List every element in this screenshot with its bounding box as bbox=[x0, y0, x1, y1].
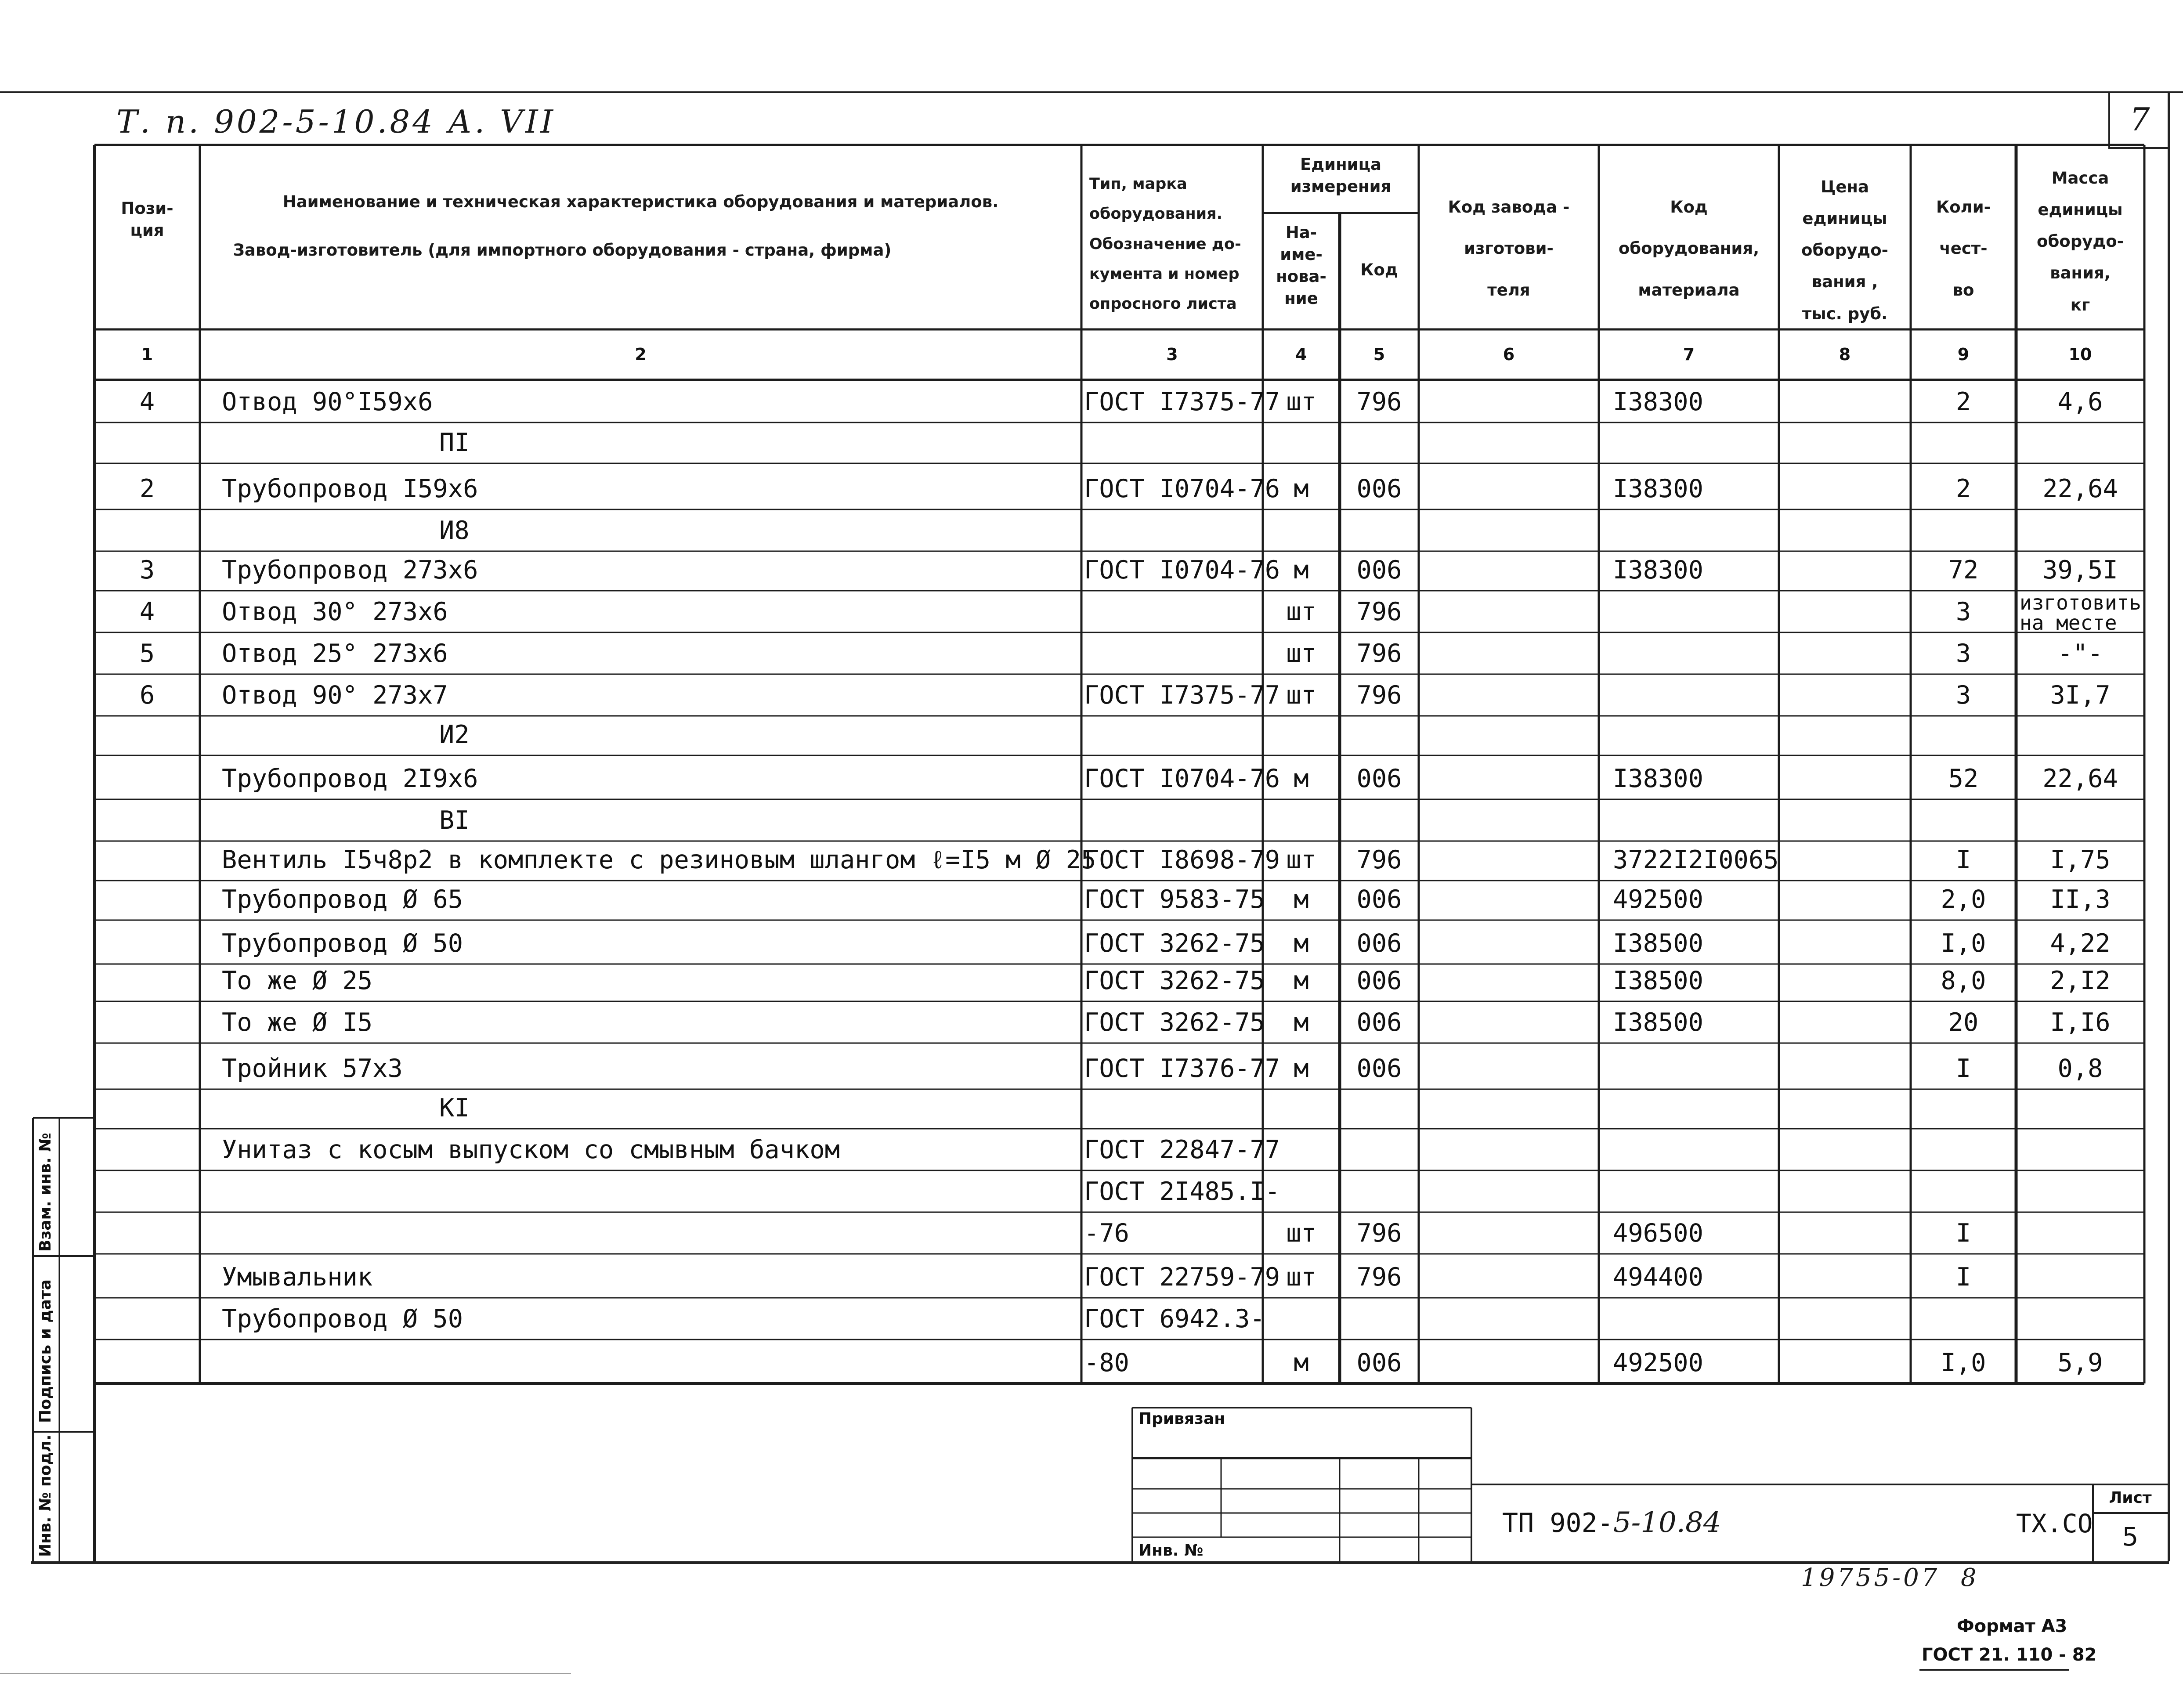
cell-unit: шт bbox=[1286, 639, 1316, 668]
cell-unit: шт bbox=[1286, 387, 1316, 416]
col-number-4: 4 bbox=[1295, 345, 1307, 364]
cell-doc: ГОСТ 3262-75 bbox=[1084, 966, 1265, 995]
cell-name: Отвод 90°I59х6 bbox=[222, 387, 433, 416]
cell-code: 796 bbox=[1356, 1219, 1402, 1248]
cell-pos: 6 bbox=[139, 681, 155, 710]
col-header-name-line1: Наименование и техническая характеристика оборудования и материалов. bbox=[282, 192, 999, 211]
cell-mat: 492500 bbox=[1613, 1348, 1703, 1377]
col-header-unit-name: На- име- нова- ние bbox=[1276, 223, 1326, 308]
cell-code: 006 bbox=[1356, 966, 1402, 995]
cell-doc: ГОСТ I0704-76 bbox=[1084, 474, 1280, 503]
cell-name: Трубопровод Ø 50 bbox=[222, 929, 463, 958]
col-header-quantity: Коли- чест- во bbox=[1936, 198, 1991, 300]
cell-pos: 4 bbox=[139, 597, 155, 626]
col-number-8: 8 bbox=[1839, 345, 1851, 364]
col-number-1: 1 bbox=[141, 345, 153, 364]
cell-name: Трубопровод 2I9х6 bbox=[222, 764, 478, 793]
cell-name: Унитаз с косым выпуском со смывным бачком bbox=[222, 1135, 840, 1164]
list-number: 5 bbox=[2122, 1522, 2139, 1552]
format-label: Формат А3 bbox=[1957, 1616, 2067, 1636]
col-header-type: Тип, марка оборудования. Обозначение до- кумента и номер опросного листа bbox=[1089, 175, 1241, 313]
document-header-handwritten: Т. п. 902-5-10.84 А. VII bbox=[116, 103, 556, 140]
cell-name: То же Ø 25 bbox=[222, 966, 373, 995]
cell-code: 006 bbox=[1356, 1348, 1402, 1377]
col-header-price: Цена единицы оборудо- вания , тыс. руб. bbox=[1801, 177, 1888, 323]
cell-mat: I38300 bbox=[1613, 556, 1703, 585]
cell-qty: 3 bbox=[1955, 639, 1971, 668]
col-number-9: 9 bbox=[1957, 345, 1970, 364]
cell-qty: 52 bbox=[1948, 764, 1979, 793]
cell-code: 006 bbox=[1356, 1054, 1402, 1083]
cell-doc: ГОСТ 2I485.I- bbox=[1084, 1177, 1280, 1206]
cell-name: Отвод 25° 273х6 bbox=[222, 639, 448, 668]
cell-qty: 2,0 bbox=[1941, 885, 1986, 914]
cell-qty: I bbox=[1955, 1219, 1971, 1248]
doc-code-handwritten: 5-10.84 bbox=[1613, 1506, 1721, 1539]
cell-code: 796 bbox=[1356, 639, 1402, 668]
col-number-2: 2 bbox=[635, 345, 647, 364]
cell-code: 796 bbox=[1356, 681, 1402, 710]
title-block-doc-code bbox=[1502, 1506, 1721, 1539]
cell-qty: I bbox=[1955, 845, 1971, 874]
cell-unit: шт bbox=[1286, 845, 1316, 874]
cell-unit: шт bbox=[1286, 1219, 1316, 1248]
cell-mat: I38500 bbox=[1613, 966, 1703, 995]
cell-unit: м bbox=[1294, 764, 1309, 793]
cell-qty: 2 bbox=[1955, 387, 1971, 416]
col-header-material-code: Код оборудования, материала bbox=[1618, 198, 1760, 300]
col-number-5: 5 bbox=[1373, 345, 1385, 364]
cell-name: Трубопровод Ø 65 bbox=[222, 885, 463, 914]
cell-mass: 39,5I bbox=[2042, 556, 2118, 585]
cell-doc: ГОСТ I8698-79 bbox=[1084, 845, 1280, 874]
cell-mass: 0,8 bbox=[2057, 1054, 2103, 1083]
cell-name: Трубопровод I59х6 bbox=[222, 474, 478, 503]
cell-doc: ГОСТ I7375-77 bbox=[1084, 681, 1280, 710]
cell-doc: ГОСТ 22759-79 bbox=[1084, 1263, 1280, 1292]
cell-name: КI bbox=[439, 1094, 470, 1123]
cell-qty: 72 bbox=[1948, 556, 1979, 585]
cell-code: 006 bbox=[1356, 1008, 1402, 1037]
cell-unit: шт bbox=[1286, 1263, 1316, 1292]
cell-mass: 4,6 bbox=[2057, 387, 2103, 416]
cell-unit: м bbox=[1294, 1054, 1309, 1083]
cell-doc: -76 bbox=[1084, 1219, 1129, 1248]
cell-unit: шт bbox=[1286, 597, 1316, 626]
col-header-position: Пози- ция bbox=[121, 199, 173, 240]
cell-mat: I38500 bbox=[1613, 1008, 1703, 1037]
col-header-unit: Единица измерения bbox=[1290, 155, 1391, 196]
cell-mat: I38300 bbox=[1613, 764, 1703, 793]
cell-qty: 8,0 bbox=[1941, 966, 1986, 995]
cell-doc: ГОСТ I0704-76 bbox=[1084, 764, 1280, 793]
side-stamp-replaced-inventory: Взам. инв. № bbox=[36, 1133, 54, 1252]
cell-qty: I bbox=[1955, 1054, 1971, 1083]
col-number-10: 10 bbox=[2068, 345, 2092, 364]
col-number-6: 6 bbox=[1503, 345, 1515, 364]
cell-name: Вентиль I5ч8р2 в комплекте с резиновым шлангом ℓ=I5 м Ø 25 bbox=[222, 845, 1096, 874]
col-header-name-line2: Завод-изготовитель (для импортного оборудования - страна, фирма) bbox=[233, 241, 892, 260]
doc-code-prefix: ТП 902- bbox=[1502, 1508, 1613, 1538]
cell-pos: 3 bbox=[139, 556, 155, 585]
cell-unit: м bbox=[1294, 474, 1309, 503]
col-header-unit-code: Код bbox=[1360, 260, 1398, 279]
cell-qty: I,0 bbox=[1941, 1348, 1986, 1377]
cell-name: То же Ø I5 bbox=[222, 1008, 373, 1037]
cell-code: 796 bbox=[1356, 387, 1402, 416]
cell-qty: I bbox=[1955, 1263, 1971, 1292]
cell-mat: I38300 bbox=[1613, 474, 1703, 503]
cell-name: И2 bbox=[439, 720, 470, 749]
cell-unit: м bbox=[1294, 1348, 1309, 1377]
cell-mat: 492500 bbox=[1613, 885, 1703, 914]
cell-code: 796 bbox=[1356, 845, 1402, 874]
cell-name: Трубопровод 273х6 bbox=[222, 556, 478, 585]
cell-name: ПI bbox=[439, 428, 470, 457]
cell-mass: 5,9 bbox=[2057, 1348, 2103, 1377]
gost-format-label: ГОСТ 21. 110 - 82 bbox=[1922, 1645, 2097, 1665]
cell-name: Тройник 57х3 bbox=[222, 1054, 403, 1083]
cell-qty: 3 bbox=[1955, 597, 1971, 626]
cell-unit: шт bbox=[1286, 681, 1316, 710]
cell-doc: ГОСТ 3262-75 bbox=[1084, 929, 1265, 958]
cell-mass: 22,64 bbox=[2042, 764, 2118, 793]
col-number-3: 3 bbox=[1166, 345, 1178, 364]
cell-name: Отвод 30° 273х6 bbox=[222, 597, 448, 626]
cell-name: ВI bbox=[439, 806, 470, 835]
cell-pos: 2 bbox=[139, 474, 155, 503]
cell-name: Отвод 90° 273х7 bbox=[222, 681, 448, 710]
side-stamp-original-inventory: Инв. № подл. bbox=[36, 1434, 54, 1557]
cell-doc: ГОСТ 6942.3- bbox=[1084, 1304, 1265, 1333]
binding-label: Привязан bbox=[1138, 1410, 1225, 1428]
cell-mat: 3722I2I0065 bbox=[1613, 845, 1779, 874]
cell-doc: ГОСТ I0704-76 bbox=[1084, 556, 1280, 585]
cell-mass: 2,I2 bbox=[2050, 966, 2111, 995]
cell-pos: 5 bbox=[139, 639, 155, 668]
cell-pos: 4 bbox=[139, 387, 155, 416]
col-header-mass: Масса единицы оборудо- вания, кг bbox=[2037, 169, 2124, 314]
cell-qty: 20 bbox=[1948, 1008, 1979, 1037]
cell-mass: 4,22 bbox=[2050, 929, 2111, 958]
cell-mat: 496500 bbox=[1613, 1219, 1703, 1248]
cell-code: 006 bbox=[1356, 885, 1402, 914]
cell-unit: м bbox=[1294, 885, 1309, 914]
cell-doc: -80 bbox=[1084, 1348, 1129, 1377]
col-header-plant-code: Код завода - изготови- теля bbox=[1448, 198, 1570, 300]
cell-qty: 2 bbox=[1955, 474, 1971, 503]
cell-code: 006 bbox=[1356, 764, 1402, 793]
cell-mat: 494400 bbox=[1613, 1263, 1703, 1292]
cell-mass: I,I6 bbox=[2050, 1008, 2111, 1037]
sheet-number: 7 bbox=[2129, 101, 2150, 138]
col-number-7: 7 bbox=[1683, 345, 1695, 364]
cell-name: И8 bbox=[439, 516, 470, 545]
cell-mass: -"- bbox=[2057, 639, 2103, 668]
cell-mass: II,3 bbox=[2050, 885, 2111, 914]
cell-code: 796 bbox=[1356, 597, 1402, 626]
cell-mat: I38500 bbox=[1613, 929, 1703, 958]
cell-qty: I,0 bbox=[1941, 929, 1986, 958]
cell-mass: 3I,7 bbox=[2050, 681, 2111, 710]
cell-code: 006 bbox=[1356, 474, 1402, 503]
cell-unit: м bbox=[1294, 929, 1309, 958]
cell-doc: ГОСТ 3262-75 bbox=[1084, 1008, 1265, 1037]
cell-doc: ГОСТ 9583-75 bbox=[1084, 885, 1265, 914]
binding-inventory-label: Инв. № bbox=[1138, 1542, 1204, 1560]
archive-number-handwritten: 19755-07 8 bbox=[1801, 1564, 1979, 1592]
cell-code: 796 bbox=[1356, 1263, 1402, 1292]
cell-mass: 22,64 bbox=[2042, 474, 2118, 503]
cell-unit: м bbox=[1294, 556, 1309, 585]
cell-mass: изготовить на месте bbox=[2020, 591, 2141, 635]
cell-mat: I38300 bbox=[1613, 387, 1703, 416]
cell-unit: м bbox=[1294, 966, 1309, 995]
list-label: Лист bbox=[2109, 1489, 2152, 1507]
side-stamp-signature-date: Подпись и дата bbox=[36, 1279, 54, 1423]
cell-doc: ГОСТ I7375-77 bbox=[1084, 387, 1280, 416]
cell-name: Трубопровод Ø 50 bbox=[222, 1304, 463, 1333]
title-block-sheet-code: ТХ.СО bbox=[2016, 1509, 2093, 1538]
cell-name: Умывальник bbox=[222, 1263, 373, 1292]
cell-doc: ГОСТ I7376-77 bbox=[1084, 1054, 1280, 1083]
cell-doc: ГОСТ 22847-77 bbox=[1084, 1135, 1280, 1164]
page-bottom-edge-line bbox=[0, 1673, 571, 1674]
gost-underline bbox=[1919, 1669, 2069, 1671]
cell-mass: I,75 bbox=[2050, 845, 2111, 874]
cell-unit: м bbox=[1294, 1008, 1309, 1037]
cell-qty: 3 bbox=[1955, 681, 1971, 710]
cell-code: 006 bbox=[1356, 556, 1402, 585]
cell-code: 006 bbox=[1356, 929, 1402, 958]
